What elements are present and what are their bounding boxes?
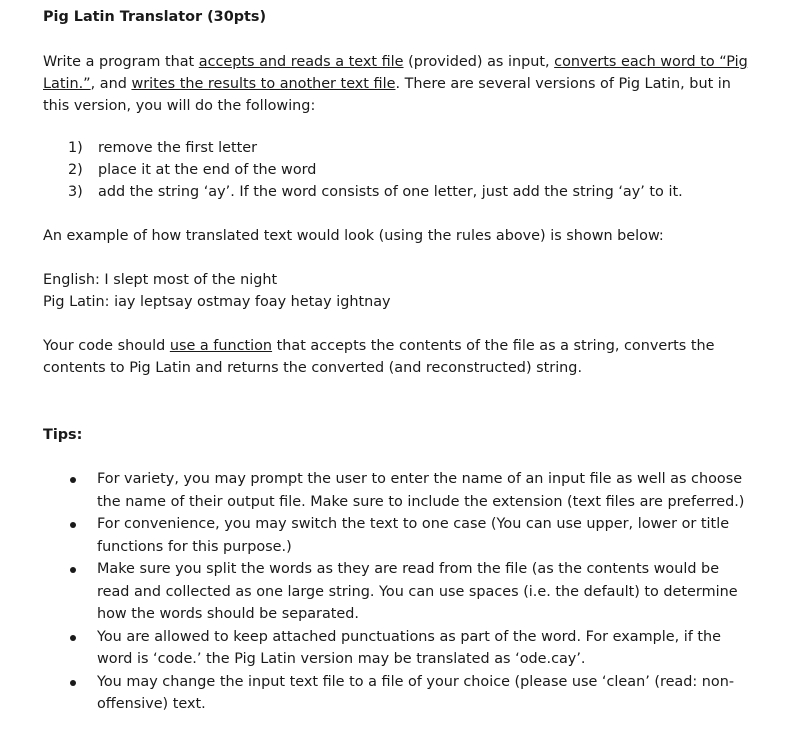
tip-item [43, 558, 755, 626]
tip-text: Make sure you split the words as they are read from the file (as the contents would be read and collected as one large string. You can use spaces (i.e. the default) to determine how the words should be separated. [97, 561, 738, 622]
function-paragraph [43, 335, 755, 379]
intro-text-3: , and [90, 76, 132, 92]
document-title: Pig Latin Translator (30pts) [43, 9, 267, 25]
bullet-icon [70, 635, 76, 641]
intro-paragraph [43, 51, 755, 117]
tip-item [43, 468, 755, 513]
tip-item [43, 626, 755, 671]
bullet-icon [70, 477, 76, 483]
tip-item [43, 513, 755, 558]
intro-underline-1: accepts and reads a text file [198, 54, 404, 70]
example-intro: An example of how translated text would look (using the rules above) is shown below: [43, 228, 664, 244]
step-item [43, 159, 755, 181]
intro-text-4: . There are several versions of Pig Latin, but in this version, you will do the following: [43, 76, 731, 114]
steps-list [43, 137, 755, 203]
bullet-icon [70, 522, 76, 528]
tip-text: For convenience, you may switch the text to one case (You can use upper, lower or title functions for this purpose.) [97, 516, 730, 555]
tip-item [43, 671, 755, 716]
tips-heading: Tips: [43, 427, 83, 443]
bullet-icon [70, 680, 76, 686]
step-item [43, 181, 755, 203]
step-text: add the string ‘ay’. If the word consists of one letter, just add the string ‘ay’ to it. [98, 184, 683, 200]
step-text: remove the first letter [98, 140, 258, 156]
tip-text: For variety, you may prompt the user to enter the name of an input file as well as choose the name of their output file. Make sure to include the extension (text files are preferred.) [97, 471, 745, 510]
example-english: English: I slept most of the night [43, 272, 278, 288]
step-item [43, 137, 755, 159]
step-text: place it at the end of the word [98, 162, 317, 178]
intro-text-1: Write a program that [43, 54, 199, 70]
intro-text-2: (provided) as input, [403, 54, 555, 70]
tip-text: You are allowed to keep attached punctuations as part of the word. For example, if the word is ‘code.’ the Pig Latin version may be translated as ‘ode.cay’. [97, 628, 721, 667]
step-number: 1) [68, 140, 83, 156]
function-text-2: that accepts the contents of the file as a string, converts the contents to Pig Latin and returns the converted (and reconstructed) string. [43, 338, 715, 376]
function-text-1: Your code should [43, 338, 170, 354]
tip-text: You may change the input text file to a file of your choice (please use ‘clean’ (read: non-offensive) text. [97, 673, 735, 712]
function-underline: use a function [169, 338, 273, 354]
intro-underline-2: converts each word to “Pig Latin.” [43, 54, 748, 92]
step-number: 2) [68, 162, 83, 178]
step-number: 3) [68, 184, 83, 200]
example-piglatin: Pig Latin: iay leptsay ostmay foay hetay ightnay [43, 294, 391, 310]
tips-list [43, 468, 755, 716]
intro-underline-3: writes the results to another text file [131, 76, 396, 92]
document-page [43, 6, 755, 716]
bullet-icon [70, 567, 76, 573]
